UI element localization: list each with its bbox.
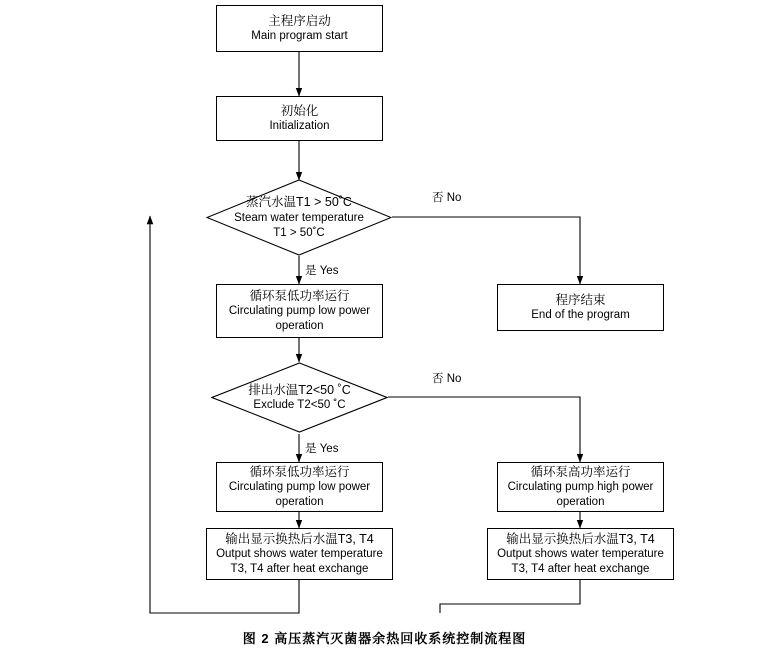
decision-exclude-water-temperature[interactable] — [211, 362, 388, 433]
node-label-en-2: T3, T4 after heat exchange — [511, 562, 650, 575]
decision-steam-water-temperature[interactable] — [206, 179, 392, 256]
node-label-en: End of the program — [531, 309, 630, 322]
node-label-cn: 排出水温T2<50 ˚C — [248, 382, 351, 397]
node-label-cn: 蒸汽水温T1 > 50˚C — [246, 195, 352, 210]
node-label-cn: 程序结束 — [555, 292, 606, 307]
figure-caption: 图 2 高压蒸汽灭菌器余热回收系统控制流程图 — [242, 631, 527, 646]
node-label-cn: 输出显示换热后水温T3, T4 — [225, 531, 374, 546]
node-circulating-pump-low-power-2[interactable] — [216, 462, 383, 512]
node-label-en-1: Circulating pump low power — [228, 481, 371, 494]
node-label-en-2: T1 > 50˚C — [273, 226, 325, 239]
edge-label-decision2-yes: 是 Yes — [305, 443, 339, 455]
node-label-cn: 初始化 — [280, 103, 319, 118]
edge-label-decision1-no: 否 No — [432, 192, 462, 204]
node-label-cn: 主程序启动 — [268, 13, 331, 28]
node-circulating-pump-low-power-1[interactable] — [216, 284, 383, 338]
edge-label-decision2-no: 否 No — [432, 373, 462, 385]
edge-label-decision1-yes: 是 Yes — [305, 265, 339, 277]
node-label-en: Exclude T2<50 ˚C — [253, 399, 346, 412]
node-label-en-2: T3, T4 after heat exchange — [230, 562, 369, 575]
node-output-display-left[interactable] — [206, 528, 393, 580]
node-output-display-right[interactable] — [487, 528, 674, 580]
node-label-en-1: Steam water temperature — [234, 211, 364, 224]
node-label-en-2: operation — [275, 495, 324, 508]
node-initialization[interactable] — [216, 96, 383, 141]
node-label-cn: 循环泵低功率运行 — [249, 464, 350, 479]
node-label-en-1: Output shows water temperature — [497, 548, 664, 561]
node-label-en-1: Circulating pump low power — [228, 305, 371, 318]
node-label-en-2: operation — [275, 319, 324, 332]
node-label-cn: 循环泵高功率运行 — [530, 464, 631, 479]
decision-text — [211, 362, 388, 433]
node-label-en: Initialization — [269, 120, 330, 133]
node-end-of-program[interactable] — [497, 284, 664, 331]
node-main-program-start[interactable] — [216, 5, 383, 52]
node-label-en: Main program start — [251, 30, 348, 43]
decision-text — [206, 179, 392, 256]
node-label-en-2: operation — [556, 495, 605, 508]
node-label-en-1: Circulating pump high power — [507, 481, 654, 494]
node-label-cn: 输出显示换热后水温T3, T4 — [506, 531, 655, 546]
node-label-en-1: Output shows water temperature — [216, 548, 383, 561]
node-label-cn: 循环泵低功率运行 — [249, 288, 350, 303]
node-circulating-pump-high-power[interactable] — [497, 462, 664, 512]
